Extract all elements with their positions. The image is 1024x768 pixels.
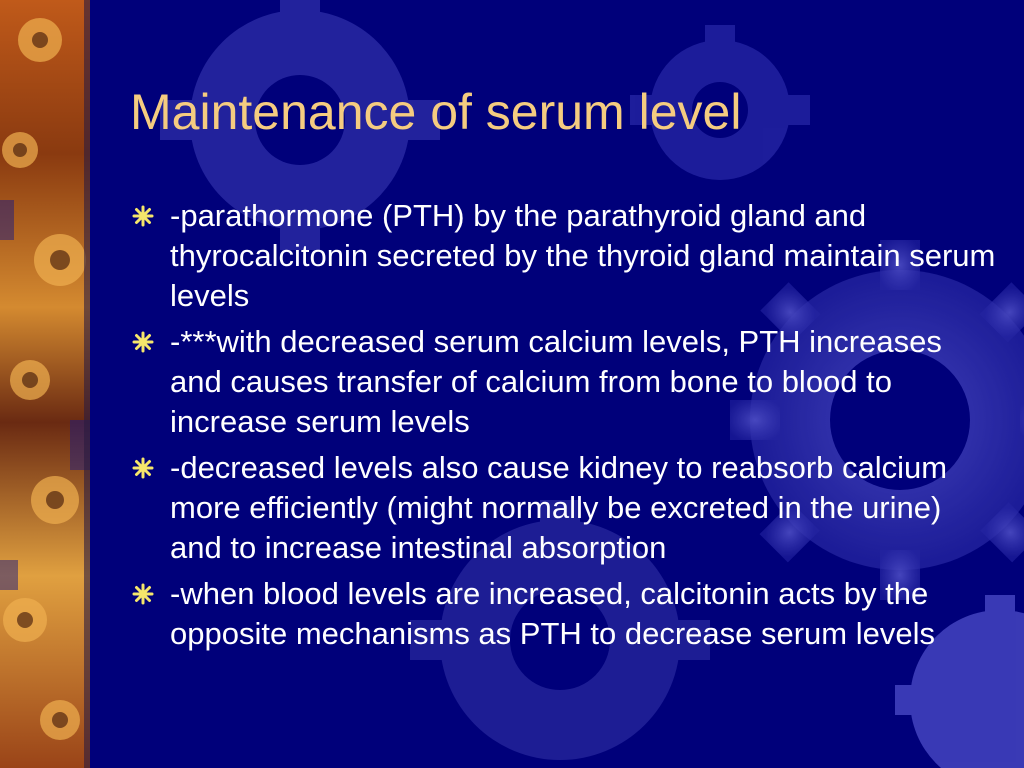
- sunburst-bullet-icon: [132, 331, 154, 353]
- list-item: [130, 574, 1000, 654]
- list-item: [130, 196, 1000, 316]
- bullet-text: -parathormone (PTH) by the parathyroid gland and thyrocalcitonin secreted by the thyroid gland maintain serum levels: [170, 198, 996, 313]
- slide-title: Maintenance of serum level: [130, 84, 742, 140]
- bullet-text: -decreased levels also cause kidney to reabsorb calcium more efficiently (might normally be excreted in the urine) and to increase intestinal absorption: [170, 450, 948, 565]
- bullet-text: -when blood levels are increased, calcitonin acts by the opposite mechanisms as PTH to decrease serum levels: [170, 576, 935, 651]
- bullet-text: -***with decreased serum calcium levels, PTH increases and causes transfer of calcium from bone to blood to increase serum levels: [170, 324, 942, 439]
- left-decorative-strip: [0, 0, 90, 768]
- sunburst-bullet-icon: [132, 583, 154, 605]
- sunburst-bullet-icon: [132, 457, 154, 479]
- list-item: [130, 448, 1000, 568]
- sunburst-bullet-icon: [132, 205, 154, 227]
- list-item: [130, 322, 1000, 442]
- bullet-list: [130, 196, 1000, 660]
